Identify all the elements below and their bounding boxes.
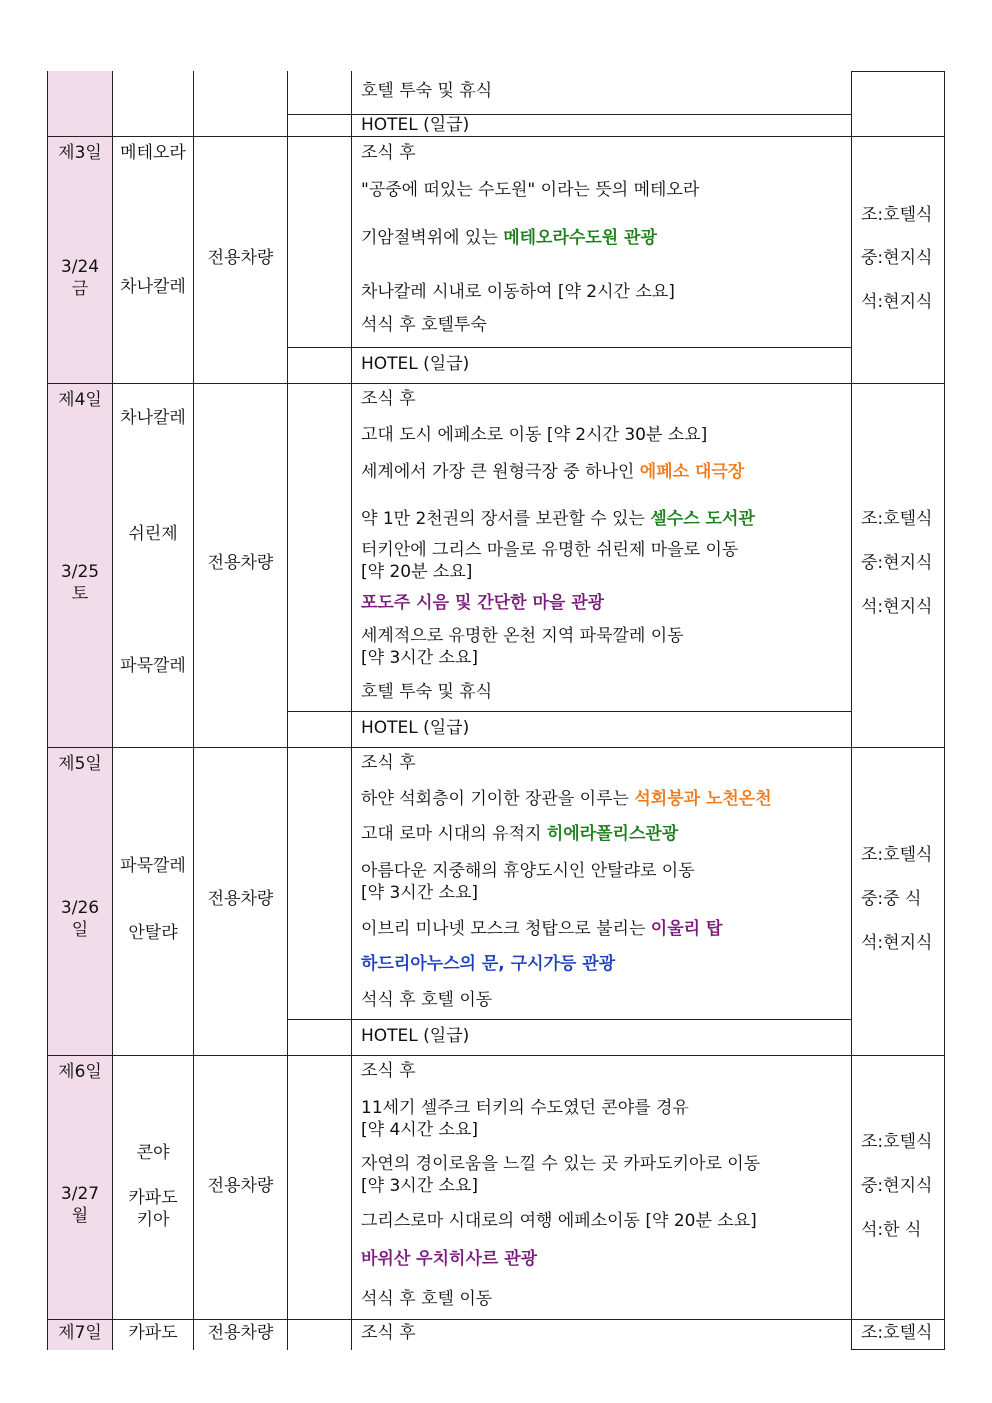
highlight-text: 이울리 탑 bbox=[650, 919, 723, 939]
itinerary-item bbox=[361, 823, 678, 845]
itinerary-item: 석식 후 호텔 이동 bbox=[361, 990, 493, 1010]
itinerary-item: 조식 후 bbox=[361, 1323, 416, 1343]
itinerary-item: 조식 후 bbox=[361, 389, 416, 409]
itinerary-item bbox=[361, 508, 755, 530]
item-text: 고대 로마 시대의 유적지 bbox=[361, 824, 547, 844]
day-label: 제6일 bbox=[58, 1062, 102, 1082]
itinerary-item bbox=[361, 227, 657, 249]
hotel-sep-4 bbox=[287, 711, 852, 712]
weekday-label: 토 bbox=[71, 584, 89, 604]
weekday-label: 금 bbox=[71, 279, 89, 299]
row-sep-5 bbox=[47, 747, 945, 748]
meal-label: 중:현지식 bbox=[861, 248, 933, 268]
meal-label: 조:호텔식 bbox=[861, 1132, 933, 1152]
itinerary-item: [약 3시간 소요] bbox=[361, 883, 478, 903]
highlight-text: 석회붕과 노천온천 bbox=[634, 789, 772, 809]
place-label: 콘야 bbox=[136, 1143, 170, 1163]
day-label: 제5일 bbox=[58, 754, 102, 774]
itinerary-item: [약 20분 소요] bbox=[361, 562, 473, 582]
hotel-sep-3 bbox=[287, 347, 852, 348]
meal-label: 석:현지식 bbox=[861, 597, 933, 617]
item-text: 기암절벽위에 있는 bbox=[361, 228, 504, 248]
transport-label: 전용차량 bbox=[207, 553, 274, 573]
itinerary-item: 11세기 셀주크 터키의 수도였던 콘야를 경유 bbox=[361, 1098, 689, 1118]
date-label: 3/26 bbox=[60, 898, 100, 918]
place-label: 차나칼레 bbox=[120, 408, 186, 428]
itinerary-item: 터키안에 그리스 마을로 유명한 쉬린제 마을로 이동 bbox=[361, 540, 739, 560]
row-sep-3 bbox=[47, 136, 945, 137]
date-label: 3/25 bbox=[60, 562, 100, 582]
day-label: 제7일 bbox=[58, 1323, 102, 1343]
place-label: 키아 bbox=[136, 1210, 170, 1230]
highlight-text: 에페소 대극장 bbox=[639, 462, 745, 482]
row-sep-6 bbox=[47, 1055, 945, 1056]
transport-label: 전용차량 bbox=[207, 1176, 274, 1196]
weekday-label: 월 bbox=[71, 1206, 89, 1226]
top-line1: 호텔 투숙 및 휴식 bbox=[361, 81, 493, 101]
place-label: 파묵깔레 bbox=[120, 656, 186, 676]
day-label: 제4일 bbox=[58, 390, 102, 410]
highlight-text: 히에라폴리스관광 bbox=[546, 824, 679, 844]
top-hotel: HOTEL (일급) bbox=[361, 115, 470, 135]
place-label: 카파도 bbox=[128, 1323, 178, 1343]
itinerary-item bbox=[361, 788, 772, 810]
place-label: 안탈랴 bbox=[128, 923, 178, 943]
meal-label: 중:중 식 bbox=[861, 889, 922, 909]
itinerary-item: [약 3시간 소요] bbox=[361, 648, 478, 668]
itinerary-item: 차나칼레 시내로 이동하여 [약 2시간 소요] bbox=[361, 282, 675, 302]
meal-top bbox=[851, 71, 945, 72]
itinerary-item bbox=[361, 918, 722, 940]
itinerary-item: 하드리아누스의 문, 구시가등 관광 bbox=[361, 954, 616, 974]
meal-label: 조:호텔식 bbox=[861, 1323, 933, 1343]
itinerary-item: 호텔 투숙 및 휴식 bbox=[361, 682, 493, 702]
highlight-text: 셀수스 도서관 bbox=[650, 509, 755, 529]
itinerary-item: 조식 후 bbox=[361, 753, 416, 773]
row-sep-7 bbox=[47, 1319, 945, 1320]
highlight-text: 메테오라수도원 관광 bbox=[503, 228, 657, 248]
itinerary-item: [약 4시간 소요] bbox=[361, 1120, 478, 1140]
place-label: 카파도 bbox=[128, 1188, 178, 1208]
itinerary-item: 그리스로마 시대로의 여행 에페소이동 [약 20분 소요] bbox=[361, 1211, 757, 1231]
meal-label: 석:한 식 bbox=[861, 1220, 922, 1240]
hotel-label: HOTEL (일급) bbox=[361, 1026, 470, 1046]
meal-label: 조:호텔식 bbox=[861, 509, 933, 529]
itinerary-item: 아름다운 지중해의 휴양도시인 안탈랴로 이동 bbox=[361, 861, 695, 881]
item-text: 약 1만 2천권의 장서를 보관할 수 있는 bbox=[361, 509, 651, 529]
itinerary-item: "공중에 떠있는 수도원" 이라는 뜻의 메테오라 bbox=[361, 180, 700, 200]
itinerary-item: 조식 후 bbox=[361, 1061, 416, 1081]
meal-bottom bbox=[851, 1349, 945, 1350]
item-text: 하얀 석회층이 기이한 장관을 이루는 bbox=[361, 789, 635, 809]
itinerary-item: 세계적으로 유명한 온천 지역 파묵깔레 이동 bbox=[361, 626, 684, 646]
itinerary-item: 조식 후 bbox=[361, 143, 416, 163]
meal-label: 중:현지식 bbox=[861, 553, 933, 573]
transport-label: 전용차량 bbox=[207, 248, 274, 268]
transport-label: 전용차량 bbox=[207, 1323, 274, 1343]
meal-label: 중:현지식 bbox=[861, 1176, 933, 1196]
item-text: 세계에서 가장 큰 원형극장 중 하나인 bbox=[361, 462, 640, 482]
itinerary-item: 고대 도시 에페소로 이동 [약 2시간 30분 소요] bbox=[361, 425, 708, 445]
hotel-sep-5 bbox=[287, 1019, 852, 1020]
meal-label: 조:호텔식 bbox=[861, 205, 933, 225]
item-text: 이브리 미나넷 모스크 청탑으로 불리는 bbox=[361, 919, 651, 939]
day-label: 제3일 bbox=[58, 143, 102, 163]
meal-label: 조:호텔식 bbox=[861, 845, 933, 865]
border-right bbox=[944, 71, 945, 1350]
place-label: 쉬린제 bbox=[128, 524, 178, 544]
place-label: 메테오라 bbox=[120, 143, 186, 163]
itinerary-item: [약 3시간 소요] bbox=[361, 1176, 478, 1196]
itinerary-item: 석식 후 호텔투숙 bbox=[361, 315, 487, 335]
row-sep-4 bbox=[47, 383, 945, 384]
meal-label: 석:현지식 bbox=[861, 292, 933, 312]
weekday-label: 일 bbox=[71, 920, 89, 940]
itinerary-item: 석식 후 호텔 이동 bbox=[361, 1289, 493, 1309]
date-label: 3/24 bbox=[60, 257, 100, 277]
hotel-label: HOTEL (일급) bbox=[361, 354, 470, 374]
place-label: 파묵깔레 bbox=[120, 856, 186, 876]
transport-label: 전용차량 bbox=[207, 889, 274, 909]
meal-label: 석:현지식 bbox=[861, 933, 933, 953]
itinerary-item: 자연의 경이로움을 느낄 수 있는 곳 카파도키아로 이동 bbox=[361, 1154, 761, 1174]
place-label: 차나칼레 bbox=[120, 277, 186, 297]
date-label: 3/27 bbox=[60, 1184, 100, 1204]
itinerary-item bbox=[361, 461, 744, 483]
itinerary-item: 포도주 시음 및 간단한 마을 관광 bbox=[361, 593, 605, 613]
hotel-label: HOTEL (일급) bbox=[361, 718, 470, 738]
itinerary-item: 바위산 우치히사르 관광 bbox=[361, 1249, 538, 1269]
